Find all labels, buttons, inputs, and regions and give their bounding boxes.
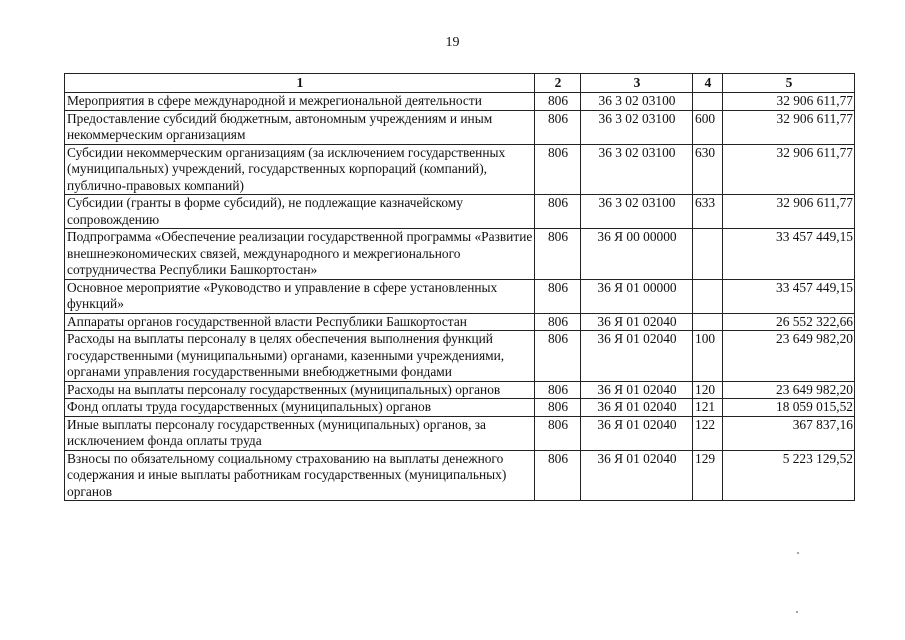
row-expense-type: 121 [693, 399, 723, 417]
row-target-article: 36 3 02 03100 [581, 195, 693, 229]
row-amount: 32 906 611,77 [723, 110, 855, 144]
table-row [65, 399, 855, 417]
row-target-article: 36 Я 01 00000 [581, 279, 693, 313]
table-row [65, 229, 855, 280]
row-ministry-code: 806 [535, 331, 581, 382]
row-target-article: 36 Я 01 02040 [581, 450, 693, 501]
row-amount: 18 059 015,52 [723, 399, 855, 417]
row-amount: 32 906 611,77 [723, 144, 855, 195]
row-expense-type [693, 313, 723, 331]
row-expense-type: 100 [693, 331, 723, 382]
row-expense-type [693, 93, 723, 111]
row-target-article: 36 Я 01 02040 [581, 331, 693, 382]
row-name: Расходы на выплаты персоналу в целях обеспечения выполнения функций государственными (муниципальными) органами, казенными учреждениями, органами управления государственными внебюджетными фондами [65, 331, 535, 382]
row-amount: 32 906 611,77 [723, 195, 855, 229]
row-name: Мероприятия в сфере международной и межрегиональной деятельности [65, 93, 535, 111]
row-name: Предоставление субсидий бюджетным, автономным учреждениям и иным некоммерческим организациям [65, 110, 535, 144]
row-amount: 5 223 129,52 [723, 450, 855, 501]
row-expense-type: 120 [693, 381, 723, 399]
table-row [65, 279, 855, 313]
row-name: Аппараты органов государственной власти Республики Башкортостан [65, 313, 535, 331]
row-target-article: 36 Я 01 02040 [581, 313, 693, 331]
table-row [65, 195, 855, 229]
row-expense-type: 630 [693, 144, 723, 195]
row-amount: 33 457 449,15 [723, 229, 855, 280]
row-expense-type: 122 [693, 416, 723, 450]
header-col-3: 3 [581, 74, 693, 93]
table-row [65, 381, 855, 399]
row-target-article: 36 3 02 03100 [581, 110, 693, 144]
row-ministry-code: 806 [535, 93, 581, 111]
row-ministry-code: 806 [535, 416, 581, 450]
row-ministry-code: 806 [535, 110, 581, 144]
row-expense-type [693, 229, 723, 280]
row-ministry-code: 806 [535, 313, 581, 331]
table-row [65, 110, 855, 144]
row-name: Иные выплаты персоналу государственных (муниципальных) органов, за исключением фонда оплаты труда [65, 416, 535, 450]
row-amount: 23 649 982,20 [723, 331, 855, 382]
table-row [65, 93, 855, 111]
row-name: Подпрограмма «Обеспечение реализации государственной программы «Развитие внешнеэкономических связей, международного и межрегионального сотрудничества Республики Башкортостан» [65, 229, 535, 280]
page-number: 19 [445, 35, 460, 50]
row-ministry-code: 806 [535, 195, 581, 229]
table-header-row [65, 74, 855, 93]
row-ministry-code: 806 [535, 229, 581, 280]
header-col-2: 2 [535, 74, 581, 93]
row-expense-type: 633 [693, 195, 723, 229]
header-col-4: 4 [693, 74, 723, 93]
row-target-article: 36 3 02 03100 [581, 144, 693, 195]
row-expense-type [693, 279, 723, 313]
row-target-article: 36 Я 00 00000 [581, 229, 693, 280]
row-expense-type: 129 [693, 450, 723, 501]
table-row [65, 331, 855, 382]
row-ministry-code: 806 [535, 399, 581, 417]
row-amount: 33 457 449,15 [723, 279, 855, 313]
header-col-5: 5 [723, 74, 855, 93]
row-amount: 26 552 322,66 [723, 313, 855, 331]
row-target-article: 36 Я 01 02040 [581, 381, 693, 399]
row-expense-type: 600 [693, 110, 723, 144]
budget-table [64, 73, 855, 501]
row-ministry-code: 806 [535, 381, 581, 399]
row-amount: 23 649 982,20 [723, 381, 855, 399]
row-target-article: 36 3 02 03100 [581, 93, 693, 111]
row-amount: 367 837,16 [723, 416, 855, 450]
table-row [65, 450, 855, 501]
table-row [65, 313, 855, 331]
table-row [65, 144, 855, 195]
row-name: Расходы на выплаты персоналу государственных (муниципальных) органов [65, 381, 535, 399]
row-ministry-code: 806 [535, 450, 581, 501]
row-name: Взносы по обязательному социальному страхованию на выплаты денежного содержания и иные выплаты работникам государственных (муниципальных) органов [65, 450, 535, 501]
table-row [65, 416, 855, 450]
row-amount: 32 906 611,77 [723, 93, 855, 111]
row-name: Субсидии некоммерческим организациям (за исключением государственных (муниципальных) учреждений, государственных корпораций (компаний), публично-правовых компаний) [65, 144, 535, 195]
scan-speck [796, 611, 798, 613]
row-name: Фонд оплаты труда государственных (муниципальных) органов [65, 399, 535, 417]
row-target-article: 36 Я 01 02040 [581, 399, 693, 417]
row-target-article: 36 Я 01 02040 [581, 416, 693, 450]
row-ministry-code: 806 [535, 144, 581, 195]
row-name: Субсидии (гранты в форме субсидий), не подлежащие казначейскому сопровождению [65, 195, 535, 229]
scan-speck [797, 552, 799, 554]
row-name: Основное мероприятие «Руководство и управление в сфере установленных функций» [65, 279, 535, 313]
row-ministry-code: 806 [535, 279, 581, 313]
header-col-1: 1 [65, 74, 535, 93]
